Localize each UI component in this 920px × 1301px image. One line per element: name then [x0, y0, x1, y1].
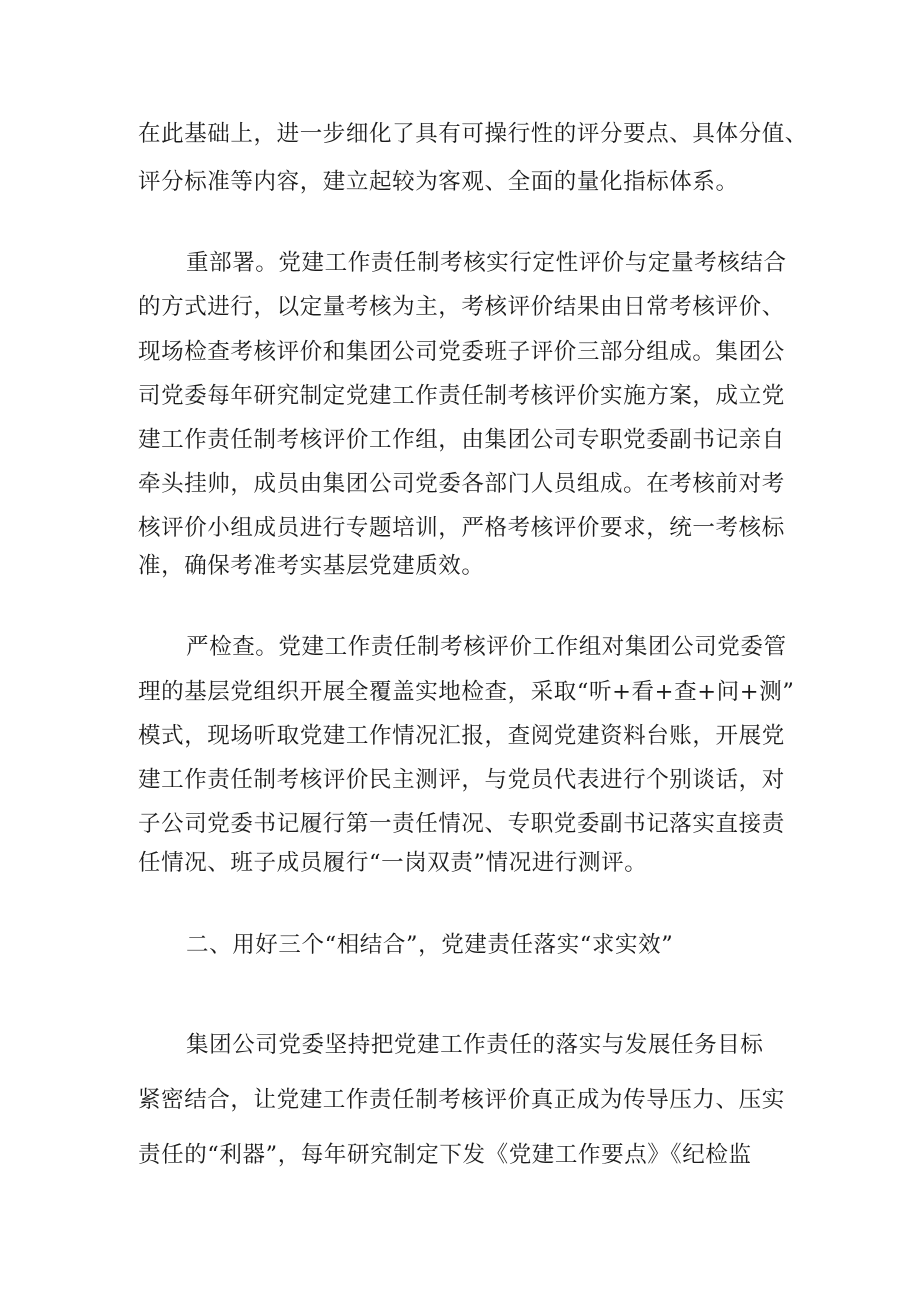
paragraph-line: 的方式进行，以定量考核为主，考核评价结果由日常考核评价、: [138, 294, 785, 320]
paragraph-line: 模式，现场听取党建工作情况汇报，查阅党建资料台账，开展党: [138, 723, 785, 749]
paragraph-line: 司党委每年研究制定党建工作责任制考核评价实施方案，成立党: [138, 383, 785, 409]
section-heading: 二、用好三个“相结合”，党建责任落实“求实效”: [186, 932, 674, 958]
paragraph-line: 任情况、班子成员履行“一岗双责”情况进行测评。: [138, 850, 648, 876]
paragraph-line: 在此基础上，进一步细化了具有可操行性的评分要点、具体分值、: [138, 121, 808, 147]
paragraph-line: 子公司党委书记履行第一责任情况、专职党委副书记落实直接责: [138, 811, 785, 837]
paragraph-line: 理的基层党组织开展全覆盖实地检查，采取“听+看+查+问+测”: [138, 679, 795, 705]
paragraph-line: 严检查。党建工作责任制考核评价工作组对集团公司党委管: [186, 634, 787, 660]
paragraph-line: 建工作责任制考核评价工作组，由集团公司专职党委副书记亲自: [138, 427, 785, 453]
paragraph-line: 核评价小组成员进行专题培训，严格考核评价要求，统一考核标: [138, 515, 785, 541]
paragraph-line: 重部署。党建工作责任制考核实行定性评价与定量考核结合: [186, 250, 787, 276]
paragraph-line: 紧密结合，让党建工作责任制考核评价真正成为传导压力、压实: [138, 1087, 785, 1113]
paragraph-line: 牵头挂帅，成员由集团公司党委各部门人员组成。在考核前对考: [138, 471, 785, 497]
paragraph-line: 评分标准等内容，建立起较为客观、全面的量化指标体系。: [138, 169, 739, 195]
paragraph-line: 准，确保考准考实基层党建质效。: [138, 553, 485, 579]
paragraph-line: 责任的“利器”，每年研究制定下发《党建工作要点》《纪检监: [138, 1142, 752, 1168]
paragraph-line: 集团公司党委坚持把党建工作责任的落实与发展任务目标: [186, 1032, 764, 1058]
paragraph-line: 现场检查考核评价和集团公司党委班子评价三部分组成。集团公: [138, 339, 785, 365]
paragraph-line: 建工作责任制考核评价民主测评，与党员代表进行个别谈话，对: [138, 767, 785, 793]
